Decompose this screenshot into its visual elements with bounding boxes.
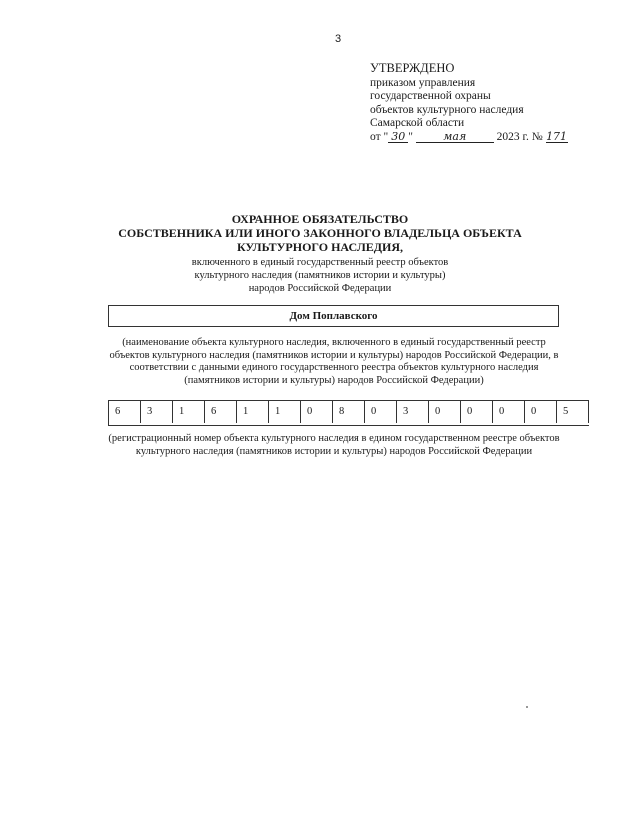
date-quote: " (408, 130, 413, 143)
scan-speck (526, 706, 528, 708)
approval-line: объектов культурного наследия (370, 103, 524, 116)
date-month-handwritten: мая (416, 131, 494, 143)
registration-number-caption: (регистрационный номер объекта культурного наследия в едином государственном реестре объектов культурного наследия (памятников истории и культуры) народов Российской Федерации (108, 433, 560, 457)
object-name-field: Дом Поплавского (108, 305, 559, 327)
registration-digit: 1 (269, 401, 301, 423)
registration-digit: 0 (365, 401, 397, 423)
registration-digit: 3 (397, 401, 429, 423)
registration-digit: 6 (205, 401, 237, 423)
date-prefix: от " (370, 130, 389, 143)
subtitle-line: включенного в единый государственный реестр объектов (191, 257, 449, 268)
approval-heading: УТВЕРЖДЕНО (370, 61, 455, 75)
registration-digit: 0 (525, 401, 557, 423)
registration-digit: 0 (461, 401, 493, 423)
registration-digit: 5 (557, 401, 589, 423)
registration-digit: 0 (429, 401, 461, 423)
registration-digit: 0 (493, 401, 525, 423)
registration-digit: 1 (173, 401, 205, 423)
registration-number-grid (108, 400, 589, 426)
document-title (100, 212, 540, 254)
date-year: 2023 г. № (496, 130, 543, 143)
approval-line: государственной охраны (370, 90, 491, 102)
approval-line: Самарской области (370, 117, 465, 129)
approval-block (370, 62, 620, 144)
approval-date-line (370, 131, 620, 145)
document-subtitle (160, 256, 480, 295)
order-number-handwritten: 171 (546, 129, 568, 143)
title-line: СОБСТВЕННИКА ИЛИ ИНОГО ЗАКОННОГО ВЛАДЕЛЬЦА ОБЪЕКТА (118, 226, 522, 240)
registration-digit: 8 (333, 401, 365, 423)
registration-digit: 6 (109, 401, 141, 423)
registration-digit: 1 (237, 401, 269, 423)
registration-digit: 3 (141, 401, 173, 423)
approval-line: приказом управления (370, 76, 476, 89)
registration-digit: 0 (301, 401, 333, 423)
object-name-caption: (наименование объекта культурного наследия, включенного в единый государственный реестр объектов культурного наследия (памятников истории и культуры) народов Российской Федерации, в соответствии с данными единого государственного реестра объектов культурного наследия (памятников истории и культуры) народов Российской Федерации) (109, 337, 559, 386)
title-line: КУЛЬТУРНОГО НАСЛЕДИЯ, (236, 240, 404, 254)
title-line: ОХРАННОЕ ОБЯЗАТЕЛЬСТВО (231, 212, 409, 226)
subtitle-line: культурного наследия (памятников истории и культуры) (194, 270, 446, 281)
date-day-handwritten: 30 (388, 131, 408, 143)
subtitle-line: народов Российской Федерации (248, 283, 392, 294)
page-number: 3 (335, 33, 342, 45)
